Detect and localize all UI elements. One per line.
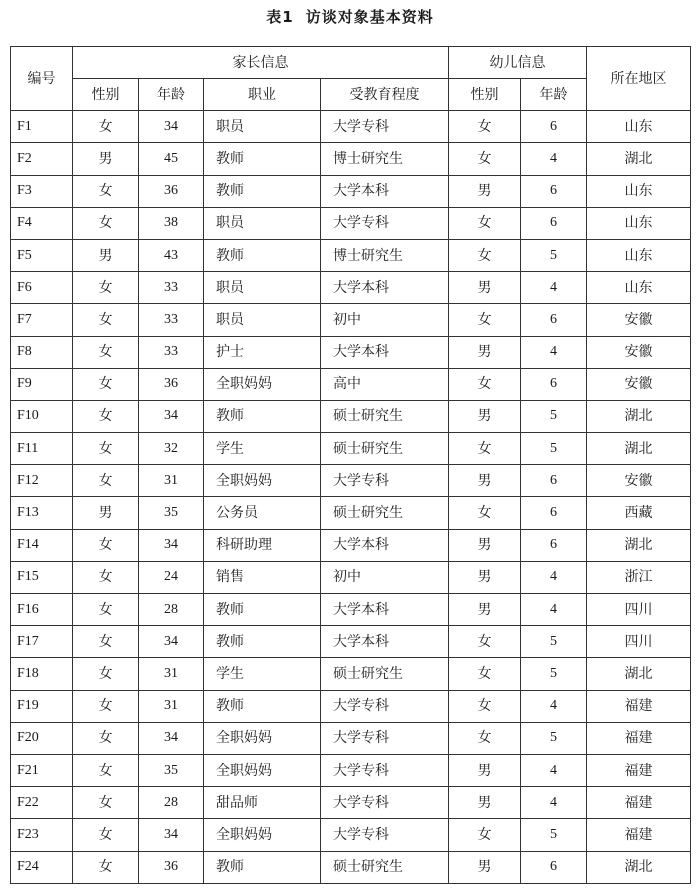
- cell-region: 浙江: [587, 561, 691, 593]
- cell-occupation: 甜品师: [204, 787, 321, 819]
- cell-id: F13: [11, 497, 73, 529]
- cell-child-age: 6: [521, 368, 587, 400]
- cell-education: 大学专科: [321, 465, 449, 497]
- cell-occupation: 学生: [204, 658, 321, 690]
- cell-parent-age: 28: [139, 594, 204, 626]
- cell-region: 安徽: [587, 304, 691, 336]
- cell-occupation: 教师: [204, 626, 321, 658]
- cell-child-age: 6: [521, 529, 587, 561]
- table-row: [11, 207, 691, 239]
- cell-child-gender: 女: [449, 722, 521, 754]
- cell-occupation: 职员: [204, 304, 321, 336]
- table-header: [11, 47, 691, 111]
- cell-child-gender: 女: [449, 690, 521, 722]
- cell-parent-age: 34: [139, 400, 204, 432]
- cell-education: 大学本科: [321, 272, 449, 304]
- cell-child-age: 6: [521, 175, 587, 207]
- cell-id: F16: [11, 594, 73, 626]
- cell-education: 硕士研究生: [321, 851, 449, 883]
- table-row: [11, 175, 691, 207]
- cell-child-gender: 女: [449, 626, 521, 658]
- cell-education: 初中: [321, 304, 449, 336]
- cell-child-gender: 男: [449, 529, 521, 561]
- cell-id: F24: [11, 851, 73, 883]
- cell-child-age: 6: [521, 851, 587, 883]
- cell-parent-age: 32: [139, 433, 204, 465]
- cell-child-gender: 男: [449, 336, 521, 368]
- cell-education: 大学本科: [321, 626, 449, 658]
- header-parent-age: 年龄: [139, 79, 204, 111]
- cell-education: 高中: [321, 368, 449, 400]
- cell-region: 山东: [587, 175, 691, 207]
- cell-occupation: 职员: [204, 272, 321, 304]
- cell-education: 博士研究生: [321, 143, 449, 175]
- table-row: [11, 368, 691, 400]
- header-parent-group: 家长信息: [73, 47, 449, 79]
- cell-parent-age: 31: [139, 465, 204, 497]
- cell-parent-age: 34: [139, 722, 204, 754]
- cell-parent-age: 24: [139, 561, 204, 593]
- table-row: [11, 561, 691, 593]
- cell-parent-age: 35: [139, 754, 204, 786]
- cell-id: F21: [11, 754, 73, 786]
- cell-child-age: 6: [521, 304, 587, 336]
- cell-id: F18: [11, 658, 73, 690]
- cell-parent-age: 43: [139, 239, 204, 271]
- cell-education: 硕士研究生: [321, 497, 449, 529]
- cell-parent-gender: 女: [73, 529, 139, 561]
- cell-education: 大学本科: [321, 175, 449, 207]
- cell-parent-gender: 女: [73, 207, 139, 239]
- cell-id: F15: [11, 561, 73, 593]
- cell-occupation: 公务员: [204, 497, 321, 529]
- table-row: [11, 594, 691, 626]
- cell-child-gender: 男: [449, 594, 521, 626]
- cell-child-gender: 女: [449, 207, 521, 239]
- cell-child-age: 4: [521, 143, 587, 175]
- cell-parent-age: 34: [139, 819, 204, 851]
- cell-education: 大学本科: [321, 529, 449, 561]
- cell-id: F19: [11, 690, 73, 722]
- cell-parent-age: 45: [139, 143, 204, 175]
- table-row: [11, 851, 691, 883]
- cell-education: 硕士研究生: [321, 658, 449, 690]
- cell-region: 湖北: [587, 658, 691, 690]
- respondent-info-table: [10, 46, 691, 884]
- table-row: [11, 111, 691, 143]
- cell-region: 湖北: [587, 433, 691, 465]
- table-row: [11, 465, 691, 497]
- cell-child-gender: 男: [449, 851, 521, 883]
- cell-education: 硕士研究生: [321, 433, 449, 465]
- header-child-gender: 性别: [449, 79, 521, 111]
- cell-id: F11: [11, 433, 73, 465]
- cell-id: F2: [11, 143, 73, 175]
- cell-parent-age: 36: [139, 368, 204, 400]
- cell-region: 山东: [587, 239, 691, 271]
- table-row: [11, 754, 691, 786]
- table-row: [11, 626, 691, 658]
- table-row: [11, 787, 691, 819]
- cell-region: 四川: [587, 594, 691, 626]
- cell-parent-gender: 女: [73, 175, 139, 207]
- cell-parent-gender: 女: [73, 272, 139, 304]
- cell-child-age: 4: [521, 754, 587, 786]
- cell-id: F6: [11, 272, 73, 304]
- cell-region: 湖北: [587, 143, 691, 175]
- cell-child-age: 5: [521, 433, 587, 465]
- cell-region: 安徽: [587, 465, 691, 497]
- cell-child-gender: 男: [449, 465, 521, 497]
- cell-education: 硕士研究生: [321, 400, 449, 432]
- cell-parent-age: 38: [139, 207, 204, 239]
- cell-region: 西藏: [587, 497, 691, 529]
- table-row: [11, 690, 691, 722]
- header-id: 编号: [11, 47, 73, 111]
- cell-region: 福建: [587, 787, 691, 819]
- cell-child-gender: 女: [449, 368, 521, 400]
- cell-parent-gender: 男: [73, 239, 139, 271]
- cell-education: 大学专科: [321, 111, 449, 143]
- cell-region: 山东: [587, 272, 691, 304]
- cell-occupation: 全职妈妈: [204, 368, 321, 400]
- cell-id: F20: [11, 722, 73, 754]
- header-child-group: 幼儿信息: [449, 47, 587, 79]
- table-row: [11, 239, 691, 271]
- table-title: 访谈对象基本资料: [305, 8, 434, 26]
- cell-child-age: 4: [521, 336, 587, 368]
- table-row: [11, 433, 691, 465]
- cell-education: 大学专科: [321, 722, 449, 754]
- cell-parent-gender: 女: [73, 400, 139, 432]
- cell-parent-gender: 女: [73, 754, 139, 786]
- cell-id: F17: [11, 626, 73, 658]
- table-row: [11, 529, 691, 561]
- cell-child-age: 5: [521, 819, 587, 851]
- table-body: [11, 111, 691, 884]
- cell-parent-age: 34: [139, 111, 204, 143]
- cell-occupation: 教师: [204, 594, 321, 626]
- cell-parent-age: 31: [139, 690, 204, 722]
- cell-child-age: 6: [521, 207, 587, 239]
- cell-parent-age: 36: [139, 175, 204, 207]
- cell-id: F14: [11, 529, 73, 561]
- cell-parent-gender: 女: [73, 626, 139, 658]
- cell-child-gender: 男: [449, 787, 521, 819]
- cell-child-age: 5: [521, 400, 587, 432]
- cell-education: 博士研究生: [321, 239, 449, 271]
- cell-occupation: 教师: [204, 851, 321, 883]
- cell-parent-age: 33: [139, 304, 204, 336]
- cell-child-age: 4: [521, 561, 587, 593]
- cell-region: 安徽: [587, 336, 691, 368]
- cell-child-gender: 男: [449, 561, 521, 593]
- cell-region: 湖北: [587, 529, 691, 561]
- cell-parent-age: 33: [139, 336, 204, 368]
- cell-parent-age: 35: [139, 497, 204, 529]
- cell-child-age: 5: [521, 626, 587, 658]
- cell-id: F23: [11, 819, 73, 851]
- cell-parent-gender: 女: [73, 465, 139, 497]
- cell-occupation: 职员: [204, 111, 321, 143]
- cell-child-age: 4: [521, 787, 587, 819]
- cell-education: 大学本科: [321, 594, 449, 626]
- cell-education: 大学专科: [321, 819, 449, 851]
- cell-occupation: 教师: [204, 143, 321, 175]
- cell-occupation: 教师: [204, 400, 321, 432]
- cell-region: 四川: [587, 626, 691, 658]
- cell-education: 大学专科: [321, 754, 449, 786]
- cell-id: F4: [11, 207, 73, 239]
- cell-child-age: 4: [521, 272, 587, 304]
- cell-id: F9: [11, 368, 73, 400]
- cell-occupation: 教师: [204, 175, 321, 207]
- cell-id: F12: [11, 465, 73, 497]
- cell-child-gender: 女: [449, 819, 521, 851]
- cell-occupation: 教师: [204, 690, 321, 722]
- table-row: [11, 304, 691, 336]
- cell-child-age: 6: [521, 111, 587, 143]
- cell-region: 福建: [587, 754, 691, 786]
- table-row: [11, 143, 691, 175]
- table-row: [11, 819, 691, 851]
- cell-occupation: 全职妈妈: [204, 465, 321, 497]
- cell-occupation: 销售: [204, 561, 321, 593]
- cell-parent-gender: 女: [73, 851, 139, 883]
- cell-parent-gender: 女: [73, 690, 139, 722]
- cell-parent-gender: 女: [73, 819, 139, 851]
- cell-parent-gender: 女: [73, 304, 139, 336]
- cell-child-gender: 女: [449, 239, 521, 271]
- header-child-age: 年龄: [521, 79, 587, 111]
- cell-child-age: 5: [521, 239, 587, 271]
- cell-parent-age: 33: [139, 272, 204, 304]
- cell-region: 湖北: [587, 851, 691, 883]
- cell-parent-gender: 女: [73, 336, 139, 368]
- cell-child-gender: 男: [449, 272, 521, 304]
- cell-id: F1: [11, 111, 73, 143]
- cell-parent-gender: 女: [73, 658, 139, 690]
- cell-child-age: 4: [521, 594, 587, 626]
- cell-id: F3: [11, 175, 73, 207]
- cell-region: 山东: [587, 111, 691, 143]
- cell-parent-age: 34: [139, 626, 204, 658]
- cell-parent-gender: 男: [73, 497, 139, 529]
- cell-parent-age: 36: [139, 851, 204, 883]
- cell-child-gender: 女: [449, 111, 521, 143]
- table-row: [11, 336, 691, 368]
- table-row: [11, 400, 691, 432]
- cell-education: 初中: [321, 561, 449, 593]
- cell-parent-age: 28: [139, 787, 204, 819]
- cell-parent-gender: 女: [73, 594, 139, 626]
- table-row: [11, 272, 691, 304]
- cell-occupation: 护士: [204, 336, 321, 368]
- cell-parent-gender: 女: [73, 433, 139, 465]
- cell-occupation: 全职妈妈: [204, 722, 321, 754]
- cell-occupation: 全职妈妈: [204, 754, 321, 786]
- cell-parent-gender: 女: [73, 722, 139, 754]
- table-row: [11, 658, 691, 690]
- cell-education: 大学专科: [321, 207, 449, 239]
- cell-occupation: 科研助理: [204, 529, 321, 561]
- cell-child-age: 6: [521, 465, 587, 497]
- cell-occupation: 学生: [204, 433, 321, 465]
- header-region: 所在地区: [587, 47, 691, 111]
- cell-child-age: 5: [521, 658, 587, 690]
- cell-region: 安徽: [587, 368, 691, 400]
- cell-region: 福建: [587, 722, 691, 754]
- header-occupation: 职业: [204, 79, 321, 111]
- cell-id: F5: [11, 239, 73, 271]
- table-number: 表1: [266, 8, 294, 26]
- cell-parent-gender: 男: [73, 143, 139, 175]
- cell-occupation: 职员: [204, 207, 321, 239]
- cell-region: 山东: [587, 207, 691, 239]
- cell-parent-gender: 女: [73, 111, 139, 143]
- header-parent-gender: 性别: [73, 79, 139, 111]
- cell-id: F7: [11, 304, 73, 336]
- cell-education: 大学专科: [321, 690, 449, 722]
- cell-child-gender: 男: [449, 754, 521, 786]
- cell-education: 大学本科: [321, 336, 449, 368]
- cell-parent-gender: 女: [73, 561, 139, 593]
- cell-child-gender: 女: [449, 497, 521, 529]
- cell-occupation: 全职妈妈: [204, 819, 321, 851]
- cell-child-age: 4: [521, 690, 587, 722]
- cell-child-gender: 女: [449, 433, 521, 465]
- cell-parent-age: 34: [139, 529, 204, 561]
- cell-parent-gender: 女: [73, 368, 139, 400]
- cell-child-gender: 男: [449, 400, 521, 432]
- cell-education: 大学专科: [321, 787, 449, 819]
- cell-parent-age: 31: [139, 658, 204, 690]
- cell-child-gender: 女: [449, 143, 521, 175]
- cell-id: F8: [11, 336, 73, 368]
- cell-parent-gender: 女: [73, 787, 139, 819]
- cell-child-gender: 女: [449, 658, 521, 690]
- cell-child-age: 6: [521, 497, 587, 529]
- cell-occupation: 教师: [204, 239, 321, 271]
- cell-region: 福建: [587, 690, 691, 722]
- cell-region: 福建: [587, 819, 691, 851]
- cell-child-gender: 女: [449, 304, 521, 336]
- table-caption: [0, 6, 700, 27]
- cell-id: F10: [11, 400, 73, 432]
- cell-id: F22: [11, 787, 73, 819]
- cell-child-gender: 男: [449, 175, 521, 207]
- table-row: [11, 497, 691, 529]
- cell-child-age: 5: [521, 722, 587, 754]
- cell-region: 湖北: [587, 400, 691, 432]
- table-row: [11, 722, 691, 754]
- header-education: 受教育程度: [321, 79, 449, 111]
